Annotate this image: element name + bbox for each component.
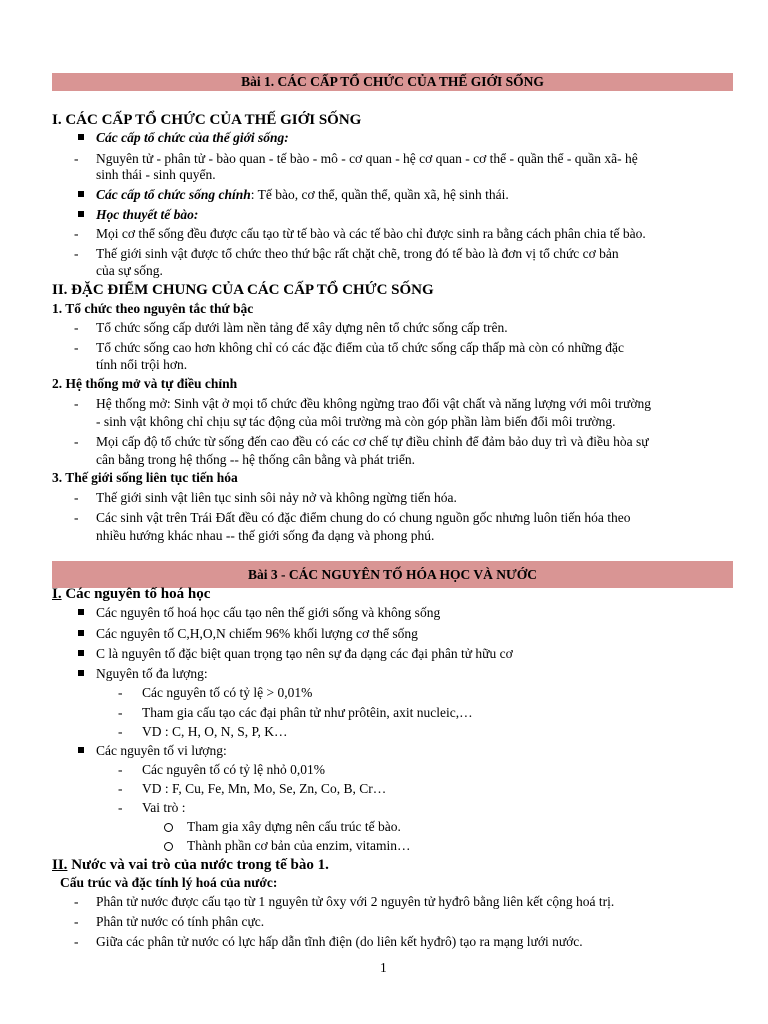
section-title: Các nguyên tố hoá học — [61, 586, 211, 602]
dash-bullet-icon: - — [74, 434, 79, 449]
main-levels-text: : Tế bào, cơ thể, quần thể, quần xã, hệ sinh thái. — [250, 187, 509, 202]
micro-item3: Vai trò : — [142, 800, 186, 815]
lesson1-section2-heading: II. ĐẶC ĐIỂM CHUNG CỦA CÁC CẤP TỔ CHỨC SỐNG — [52, 282, 434, 298]
circle-bullet-icon — [164, 823, 173, 832]
dash-bullet-icon: - — [74, 914, 79, 929]
subsection1-item2-line2: tính nổi trội hơn. — [96, 357, 188, 372]
elements-item2: Các nguyên tố C,H,O,N chiếm 96% khối lượng cơ thể sống — [96, 626, 418, 641]
subsection1-item2-line1: Tổ chức sống cao hơn không chỉ có các đặc điểm của tổ chức sống cấp thấp mà còn có những đặc — [96, 340, 625, 355]
cell-theory-label: Học thuyết tế bào: — [96, 207, 199, 222]
main-levels-item — [96, 186, 509, 204]
role-item2: Thành phần cơ bản của enzim, vitamin… — [187, 838, 411, 853]
square-bullet-icon — [78, 670, 84, 676]
water-item2: Phân tử nước có tính phân cực. — [96, 914, 265, 929]
subsection2-item2-line2: cân bằng trong hệ thống -- hệ thống cân bằng và phát triển. — [96, 452, 416, 467]
section-title: Nước và vai trò của nước trong tế bào 1. — [67, 857, 329, 873]
elements-item1: Các nguyên tố hoá học cấu tạo nên thế giới sống và không sống — [96, 605, 441, 620]
square-bullet-icon — [78, 630, 84, 636]
square-bullet-icon — [78, 134, 84, 140]
dash-bullet-icon: - — [74, 490, 79, 505]
macro-item2: Tham gia cấu tạo các đại phân tử như prôtêin, axit nucleic,… — [142, 705, 473, 720]
levels-list-line2: sinh thái - sinh quyển. — [96, 167, 216, 182]
subsection3-item1: Thế giới sinh vật liên tục sinh sôi nảy nở và không ngừng tiến hóa. — [96, 490, 457, 505]
cell-theory-item1: Mọi cơ thể sống đều được cấu tạo từ tế bào và các tế bào chỉ được sinh ra bằng cách phân chia tế bào. — [96, 226, 646, 241]
subsection3-heading: 3. Thế giới sống liên tục tiến hóa — [52, 470, 238, 485]
subsection1-heading: 1. Tổ chức theo nguyên tắc thứ bậc — [52, 301, 254, 316]
dash-bullet-icon: - — [118, 800, 123, 815]
water-item3: Giữa các phân tử nước có lực hấp dẫn tĩnh điện (do liên kết hyđrô) tạo ra mạng lưới nước. — [96, 934, 583, 949]
lesson3-section1-heading — [52, 585, 210, 603]
section-number: II. — [52, 857, 68, 873]
dash-bullet-icon: - — [118, 705, 123, 720]
section-number: I. — [52, 586, 62, 602]
subsection2-item1-line1: Hệ thống mở: Sinh vật ở mọi tổ chức đều không ngừng trao đổi vật chất và năng lượng với môi trường — [96, 396, 652, 411]
dash-bullet-icon: - — [74, 510, 79, 525]
square-bullet-icon — [78, 650, 84, 656]
dash-bullet-icon: - — [74, 226, 79, 241]
elements-item3: C là nguyên tố đặc biệt quan trọng tạo nên sự đa dạng các đại phân tử hữu cơ — [96, 646, 513, 661]
dash-bullet-icon: - — [74, 246, 79, 261]
dash-bullet-icon: - — [74, 396, 79, 411]
lesson1-title-band: Bài 1. CÁC CẤP TỔ CHỨC CỦA THẾ GIỚI SỐNG — [52, 73, 733, 91]
subsection1-item1: Tổ chức sống cấp dưới làm nền tảng để xây dựng nên tổ chức sống cấp trên. — [96, 320, 508, 335]
dash-bullet-icon: - — [74, 340, 79, 355]
micro-elements-label: Các nguyên tố vi lượng: — [96, 743, 227, 758]
levels-list-line1: Nguyên tử - phân tử - bào quan - tế bào - mô - cơ quan - hệ cơ quan - cơ thể - quần thể - quần xã- hệ — [96, 151, 638, 166]
macro-item3: VD : C, H, O, N, S, P, K… — [142, 724, 288, 739]
cell-theory-item2-line2: của sự sống. — [96, 263, 163, 278]
bullet-levels-label: Các cấp tổ chức của thế giới sống: — [96, 130, 289, 145]
dash-bullet-icon: - — [118, 762, 123, 777]
dash-bullet-icon: - — [118, 781, 123, 796]
macro-item1: Các nguyên tố có tỷ lệ > 0,01% — [142, 685, 313, 700]
lesson3-section2-heading — [52, 856, 329, 874]
page-number: 1 — [380, 960, 387, 975]
dash-bullet-icon: - — [74, 151, 79, 166]
role-item1: Tham gia xây dựng nên cấu trúc tế bào. — [187, 819, 401, 834]
subsection3-item2-line1: Các sinh vật trên Trái Đất đều có đặc điểm chung do có chung nguồn gốc nhưng luôn tiến hóa theo — [96, 510, 631, 525]
water-item1: Phân tử nước được cấu tạo từ 1 nguyên tử ôxy với 2 nguyên tử hyđrô bằng liên kết cộng hoá trị. — [96, 894, 615, 909]
cell-theory-item2-line1: Thế giới sinh vật được tổ chức theo thứ bậc rất chặt chẽ, trong đó tế bào là đơn vị tổ chức cơ bản — [96, 246, 619, 261]
lesson1-section1-heading: I. CÁC CẤP TỔ CHỨC CỦA THẾ GIỚI SỐNG — [52, 112, 362, 128]
main-levels-label: Các cấp tổ chức sống chính — [96, 187, 251, 202]
square-bullet-icon — [78, 747, 84, 753]
square-bullet-icon — [78, 609, 84, 615]
macro-elements-label: Nguyên tố đa lượng: — [96, 666, 208, 681]
circle-bullet-icon — [164, 842, 173, 851]
subsection3-item2-line2: nhiều hướng khác nhau -- thế giới sống đa dạng và phong phú. — [96, 528, 435, 543]
dash-bullet-icon: - — [118, 685, 123, 700]
square-bullet-icon — [78, 191, 84, 197]
dash-bullet-icon: - — [74, 320, 79, 335]
subsection2-heading: 2. Hệ thống mở và tự điều chỉnh — [52, 376, 238, 391]
subsection2-item2-line1: Mọi cấp độ tổ chức từ sống đến cao đều có các cơ chế tự điều chỉnh để đảm bảo duy trì và điều hòa sự — [96, 434, 649, 449]
micro-item2: VD : F, Cu, Fe, Mn, Mo, Se, Zn, Co, B, Cr… — [142, 781, 387, 796]
dash-bullet-icon: - — [74, 894, 79, 909]
lesson3-title-band: Bài 3 - CÁC NGUYÊN TỐ HÓA HỌC VÀ NƯỚC — [52, 561, 733, 588]
subsection2-item1-line2: - sinh vật không chỉ chịu sự tác động của môi trường mà còn góp phần làm biến đổi môi trường. — [96, 414, 616, 429]
water-structure-subheading: Cấu trúc và đặc tính lý hoá của nước: — [60, 875, 278, 890]
micro-item1: Các nguyên tố có tỷ lệ nhỏ 0,01% — [142, 762, 325, 777]
dash-bullet-icon: - — [118, 724, 123, 739]
dash-bullet-icon: - — [74, 934, 79, 949]
square-bullet-icon — [78, 211, 84, 217]
